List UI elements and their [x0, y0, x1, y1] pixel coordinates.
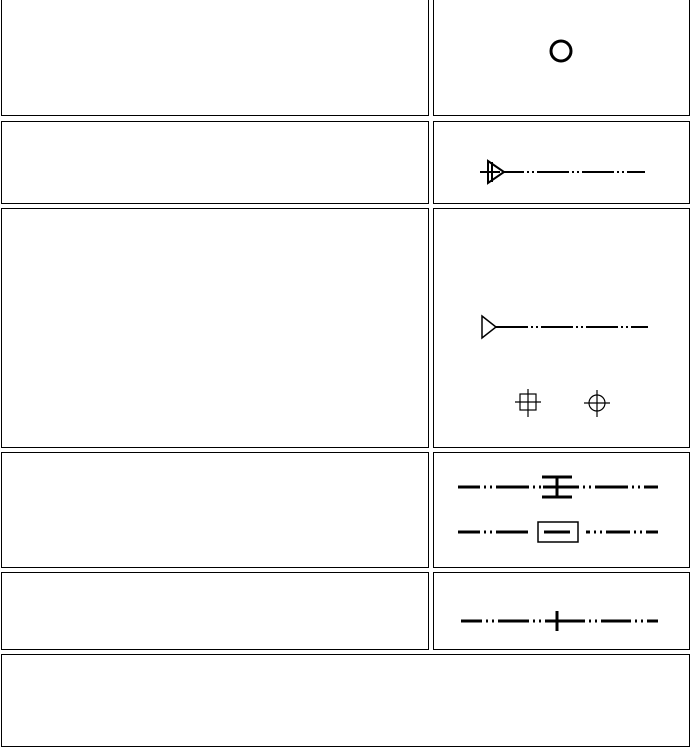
- chain-line-with-bars-and-rectangle-symbols: [434, 453, 691, 569]
- row-1-description-cell: [1, 0, 429, 116]
- row-4-description-cell: [1, 452, 429, 568]
- row-3-symbol-cell: [433, 208, 690, 448]
- row-2-description-cell: [1, 121, 429, 204]
- triangle-icon: [482, 316, 496, 338]
- row-1-symbol-cell: [433, 0, 690, 116]
- row-5-symbol-cell: [433, 572, 690, 650]
- circle-icon: [551, 41, 571, 61]
- circle-symbol: [434, 0, 691, 117]
- row-2-symbol-cell: [433, 121, 690, 204]
- row-6-full-width-cell: [1, 654, 690, 747]
- square-crosshair-icon: [515, 389, 541, 417]
- row-5-description-cell: [1, 572, 429, 650]
- circle-crosshair-icon: [584, 390, 610, 417]
- row-3-description-cell: [1, 208, 429, 448]
- chain-line-with-cross-symbol: [434, 573, 691, 651]
- triangle-chain-line-and-crosshair-symbols: [434, 209, 691, 449]
- row-4-symbol-cell: [433, 452, 690, 568]
- triangle-tick-chain-line-symbol: [434, 122, 691, 205]
- chain-line-with-bars: [458, 477, 658, 497]
